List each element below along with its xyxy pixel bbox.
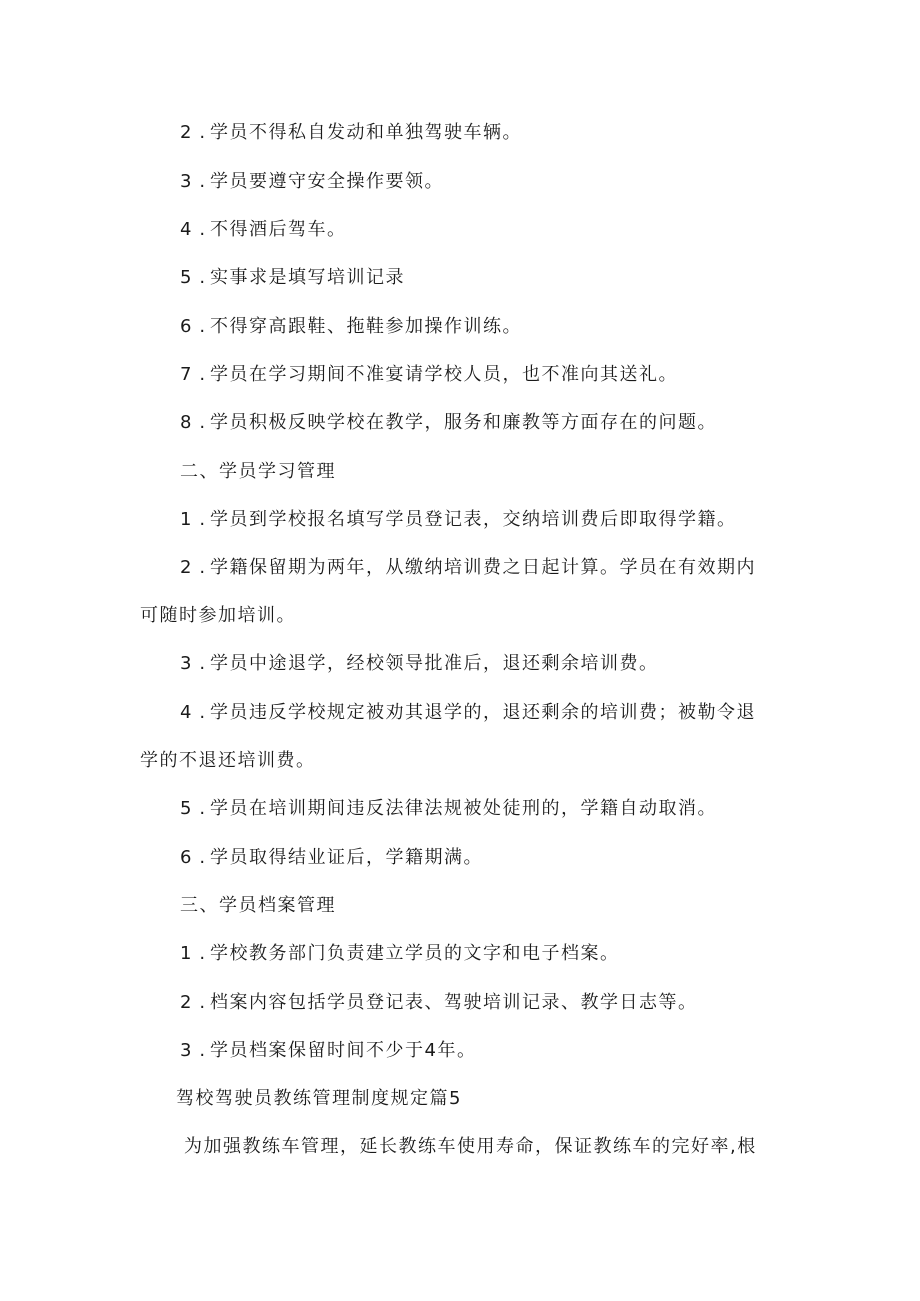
paragraph-text: 为加强教练车管理，延长教练车使用寿命，保证教练车的完好率,根 (184, 1136, 757, 1157)
item-text: 档案内容包括学员登记表、驾驶培训记录、教学日志等。 (210, 992, 698, 1013)
item-number: 2 (180, 992, 193, 1013)
list-item (180, 507, 737, 533)
list-item (180, 796, 717, 822)
item-separator: . (199, 219, 207, 240)
item-number: 4 (180, 219, 193, 240)
item-text: 学员在学习期间不准宴请学校人员，也不准向其送礼。 (210, 364, 678, 385)
item-text: 不得酒后驾车。 (210, 219, 347, 240)
list-item (180, 265, 405, 291)
item-number: 2 (180, 122, 193, 143)
list-item (180, 845, 483, 871)
list-item (180, 1038, 476, 1064)
item-separator: . (199, 1040, 207, 1061)
item-separator: . (199, 171, 207, 192)
item-number: 3 (180, 171, 193, 192)
item-text: 学籍保留期为两年，从缴纳培训费之日起计算。学员在有效期内 (210, 557, 756, 578)
item-number: 4 (180, 702, 193, 723)
section-heading-records: 三、学员档案管理 (180, 895, 336, 916)
list-item (180, 990, 698, 1016)
item-text: 不得穿高跟鞋、拖鞋参加操作训练。 (210, 316, 522, 337)
item-number: 3 (180, 1040, 193, 1061)
list-item (180, 314, 522, 340)
item-text: 学员档案保留时间不少于4年。 (210, 1040, 477, 1061)
item-text: 学员要遵守安全操作要领。 (210, 171, 444, 192)
list-item (180, 651, 659, 677)
list-item-continuation: 可随时参加培训。 (140, 605, 296, 626)
list-item (180, 120, 522, 146)
item-separator: . (199, 992, 207, 1013)
list-item (180, 410, 717, 436)
item-separator: . (199, 943, 207, 964)
item-text: 学员到学校报名填写学员登记表，交纳培训费后即取得学籍。 (210, 509, 737, 530)
item-number: 6 (180, 316, 193, 337)
item-separator: . (199, 412, 207, 433)
item-separator: . (199, 702, 207, 723)
list-item (180, 555, 756, 581)
item-text: 学员取得结业证后，学籍期满。 (210, 847, 483, 868)
item-separator: . (199, 847, 207, 868)
section-title-part5: 驾校驾驶员教练管理制度规定篇5 (176, 1088, 462, 1109)
item-number: 1 (180, 509, 193, 530)
section-heading-study: 二、学员学习管理 (180, 461, 336, 482)
item-text: 学员积极反映学校在教学，服务和廉教等方面存在的问题。 (210, 412, 717, 433)
list-item-continuation: 学的不退还培训费。 (140, 750, 316, 771)
list-item (180, 941, 620, 967)
item-number: 3 (180, 653, 193, 674)
list-item (180, 362, 678, 388)
item-number: 8 (180, 412, 193, 433)
item-text: 学员在培训期间违反法律法规被处徒刑的，学籍自动取消。 (210, 798, 717, 819)
item-separator: . (199, 364, 207, 385)
item-separator: . (199, 557, 207, 578)
item-number: 5 (180, 267, 193, 288)
item-number: 5 (180, 798, 193, 819)
item-separator: . (199, 509, 207, 530)
list-item (180, 169, 444, 195)
list-item (180, 217, 347, 243)
item-separator: . (199, 122, 207, 143)
item-separator: . (199, 653, 207, 674)
item-number: 2 (180, 557, 193, 578)
item-text: 实事求是填写培训记录 (210, 267, 405, 288)
list-item (180, 700, 756, 726)
item-text: 学员违反学校规定被劝其退学的，退还剩余的培训费；被勒令退 (210, 702, 756, 723)
item-text: 学校教务部门负责建立学员的文字和电子档案。 (210, 943, 620, 964)
item-separator: . (199, 267, 207, 288)
item-number: 1 (180, 943, 193, 964)
item-text: 学员不得私自发动和单独驾驶车辆。 (210, 122, 522, 143)
item-text: 学员中途退学，经校领导批准后，退还剩余培训费。 (210, 653, 659, 674)
item-separator: . (199, 316, 207, 337)
item-number: 6 (180, 847, 193, 868)
item-number: 7 (180, 364, 193, 385)
item-separator: . (199, 798, 207, 819)
